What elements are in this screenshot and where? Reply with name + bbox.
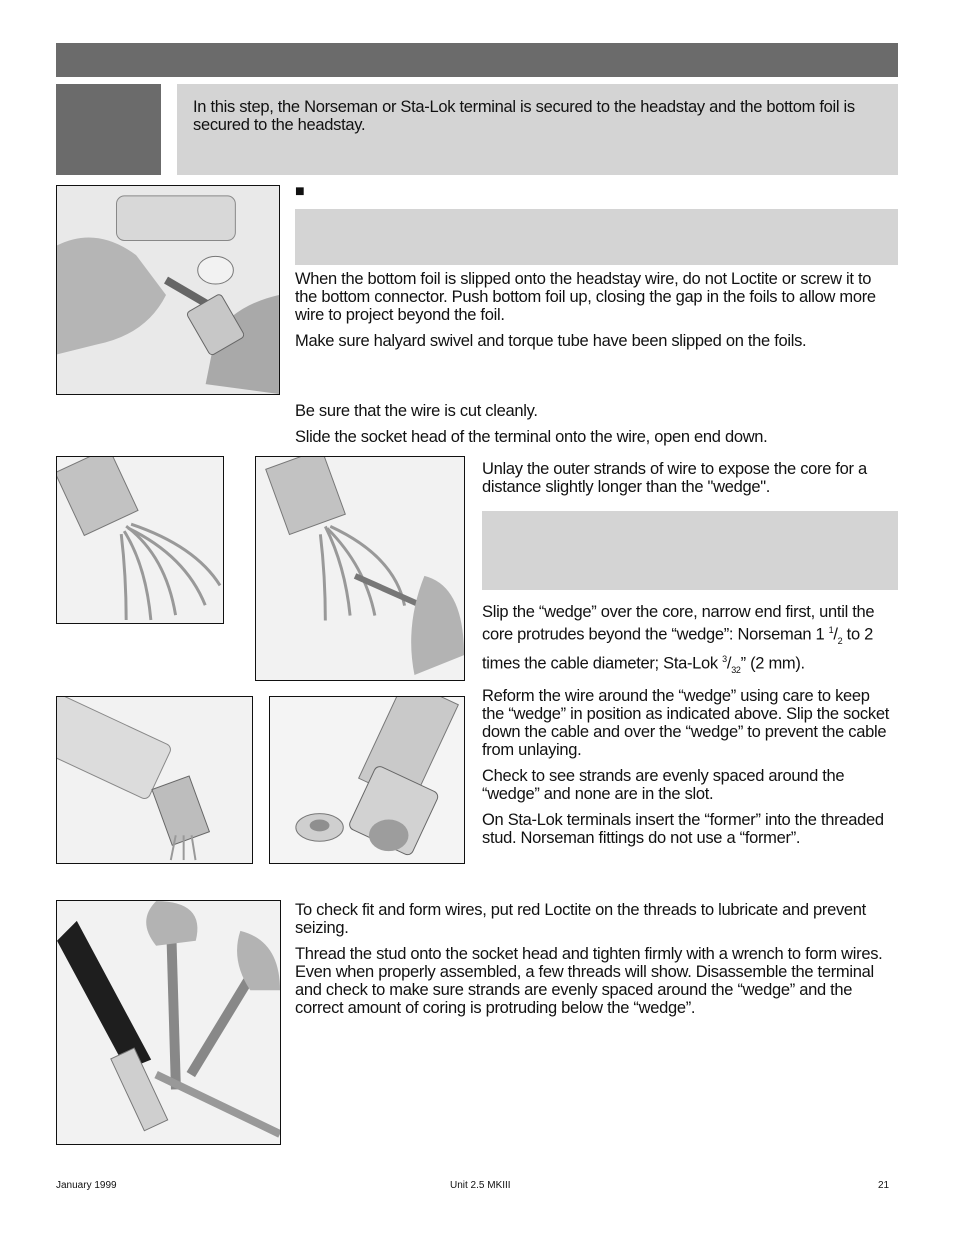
section2-p3: Reform the wire around the “wedge” using care to keep the “wedge” in position as indicated above. Slip the socket down the cable and over the “wedge” to prevent the cable from unlaying. (482, 686, 889, 759)
section2-p4: Check to see strands are evenly spaced around the “wedge” and none are in the slot. (482, 766, 845, 803)
section1-text-b (295, 402, 895, 454)
section3-text (295, 901, 892, 1025)
section2-p2-a: Slip the “wedge” over the core, narrow end first, until the core protrudes beyond the “wedge”: Norseman 1 (482, 603, 875, 644)
section2-p5: On Sta-Lok terminals insert the “former” into the threaded stud. Norseman fittings do not use a “former”. (482, 810, 884, 847)
photo-strands-tool (255, 456, 465, 681)
photo-unlayed-strands-illustration (57, 457, 223, 623)
section1-p3: Be sure that the wire is cut cleanly. (295, 402, 538, 420)
section2-frac1-num: 1 (828, 625, 834, 635)
photo-wire-connector-illustration (57, 186, 279, 394)
intro-box (177, 84, 898, 175)
section1-p1: When the bottom foil is slipped onto the headstay wire, do not Loctite or screw it to the bottom connector. Push bottom foil up, closing the gap in the foils to allow more wire to project beyond the foil. (295, 270, 876, 324)
section1-heading-box (295, 209, 898, 265)
section3-p1: To check fit and form wires, put red Loctite on the threads to lubricate and prevent seizing. (295, 901, 866, 937)
photo-former-stud (269, 696, 465, 864)
section2-text (482, 603, 895, 855)
photo-wrenches (56, 900, 281, 1145)
photo-foil-wedge-illustration (57, 697, 252, 863)
intro-text: In this step, the Norseman or Sta-Lok terminal is secured to the headstay and the bottom foil is secured to the headstay. (193, 98, 855, 134)
photo-former-stud-illustration (270, 697, 464, 863)
section2-p2-c: ” (2 mm). (740, 654, 805, 673)
section2-p1: Unlay the outer strands of wire to expose the core for a distance slightly longer than the "wedge". (482, 460, 867, 496)
section2-frac2-den: 32 (731, 664, 741, 675)
photo-foil-wedge (56, 696, 253, 864)
section3-p2: Thread the stud onto the socket head and tighten firmly with a wrench to form wires. Even when properly assembled, a few threads will show. Disassemble the terminal and check to make sure strands are evenly spaced around the “wedge” and the correct amount of coring is protruding below the “wedge”. (295, 945, 883, 1017)
footer-page-number: 21 (878, 1180, 890, 1191)
step-number-box (56, 84, 161, 175)
footer-unit: Unit 2.5 MKIII (450, 1180, 511, 1191)
header-bar (56, 43, 898, 77)
section2-frac1-den: 2 (837, 635, 843, 646)
photo-unlayed-strands (56, 456, 224, 624)
section2-p2-b: to 2 times the cable diameter; Sta-Lok (482, 625, 873, 673)
section1-p2: Make sure halyard swivel and torque tube have been slipped on the foils. (295, 332, 807, 350)
section2-frac2-num: 3 (722, 653, 727, 664)
section2-heading-box (482, 511, 898, 590)
footer-date: January 1999 (56, 1180, 117, 1191)
section1-bullet: ■ (295, 183, 305, 200)
section1-text (295, 270, 895, 358)
section2-p2: Slip the “wedge” over the core, narrow end first, until the core protrudes beyond the “wedge”: Norseman 1 $^1/_2$ to 2 times the cable diameter; Sta-Lok $^3/_{32}$” (2 mm). (482, 603, 875, 675)
photo-wire-connector (56, 185, 280, 395)
photo-wrenches-illustration (57, 901, 280, 1144)
photo-strands-tool-illustration (256, 457, 464, 680)
section1-p4: Slide the socket head of the terminal onto the wire, open end down. (295, 428, 768, 446)
